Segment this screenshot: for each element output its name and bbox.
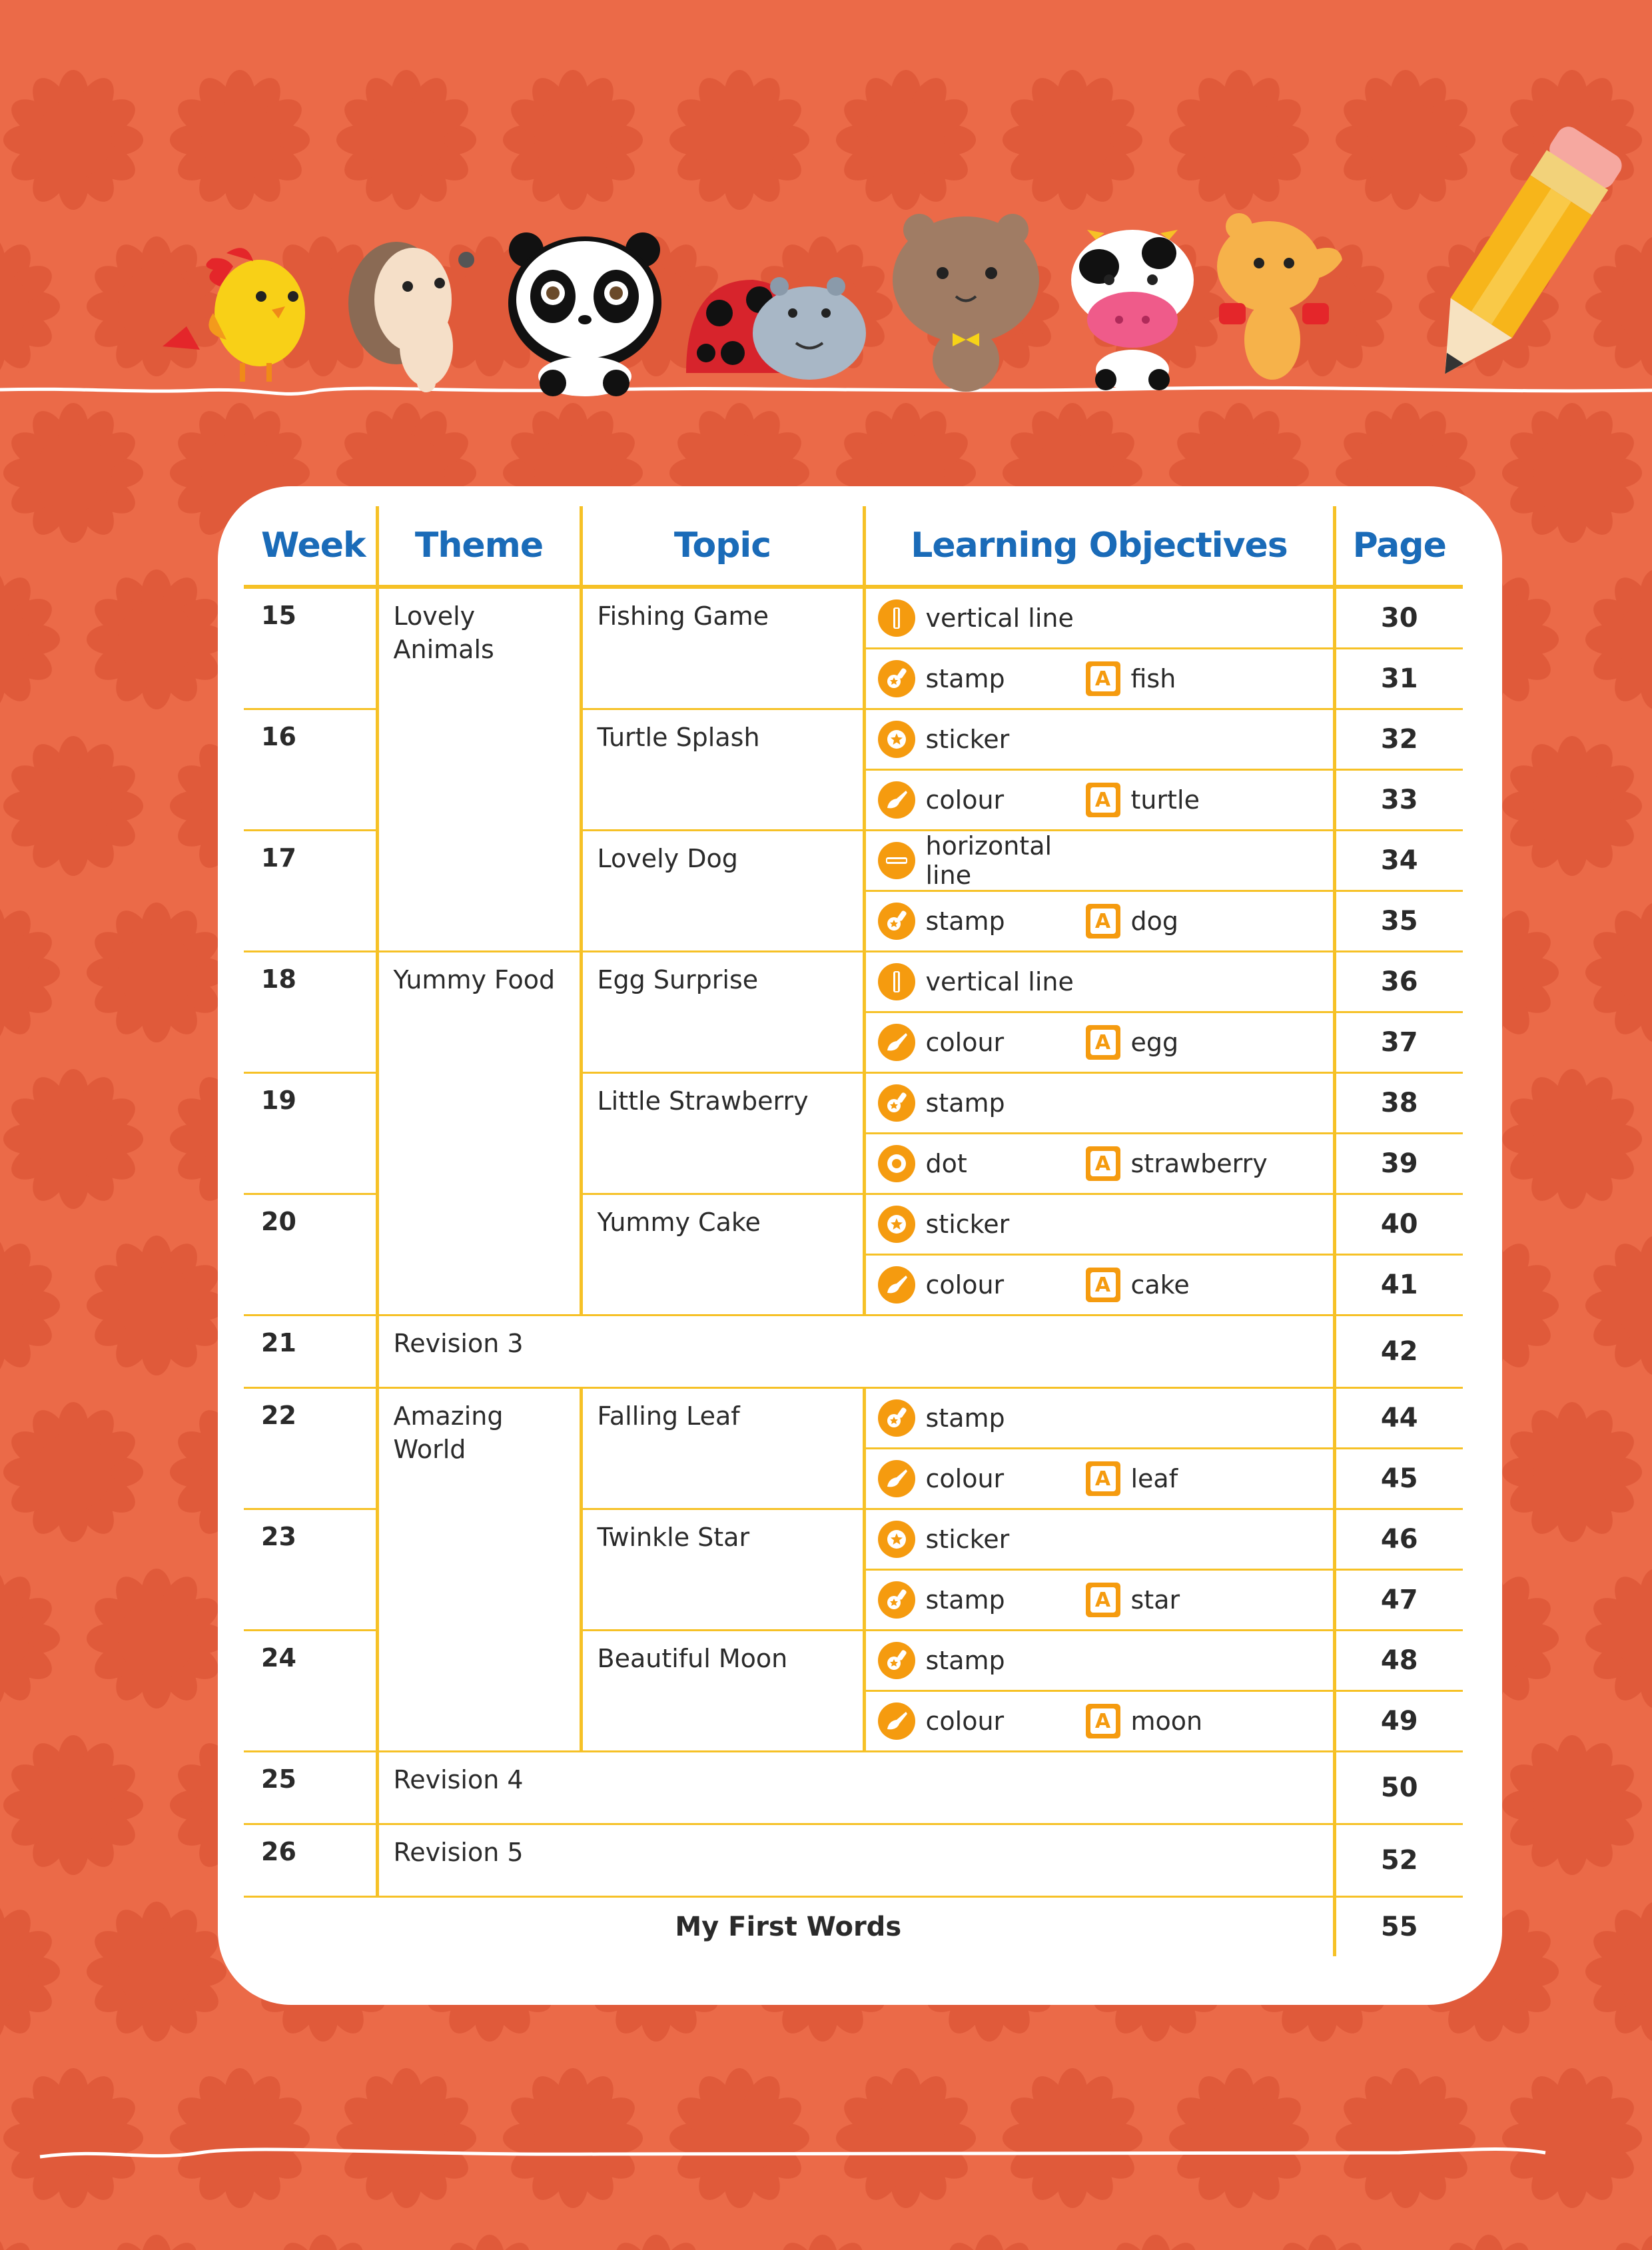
word-card-letter: A <box>1090 1030 1116 1055</box>
objective-label: colour <box>925 785 1005 815</box>
table-row <box>244 1824 1463 1897</box>
objective-label: sticker <box>925 1210 1010 1239</box>
word-card-letter: A <box>1090 1272 1116 1298</box>
objective-label: dot <box>925 1149 967 1178</box>
page-header: Page <box>1334 506 1463 587</box>
my-first-words-label: My First Words <box>244 1897 1334 1957</box>
page-cell: 47 <box>1334 1570 1463 1631</box>
objective-label: sticker <box>925 1525 1010 1554</box>
header-row <box>244 506 1463 587</box>
word-card-letter: A <box>1090 787 1116 813</box>
week-cell: 15 <box>244 587 377 709</box>
page-cell: 35 <box>1334 891 1463 952</box>
theme-cell: Amazing World <box>377 1388 581 1752</box>
page-cell: 46 <box>1334 1509 1463 1570</box>
word-card-letter: A <box>1090 1151 1116 1176</box>
objective-cell <box>864 1570 1334 1631</box>
objective-label: colour <box>925 1706 1005 1736</box>
stamp-icon <box>878 1581 915 1619</box>
word-card-letter: A <box>1090 1708 1116 1734</box>
word-label: fish <box>1130 664 1176 693</box>
objective-label: colour <box>925 1270 1005 1300</box>
sticker-icon <box>878 721 915 758</box>
horizontal-line-icon <box>878 842 915 879</box>
colour-icon <box>878 1460 915 1497</box>
cow-character <box>1071 230 1194 390</box>
objective-label: stamp <box>925 664 1005 693</box>
word-card-letter: A <box>1090 1466 1116 1491</box>
objective-label: sticker <box>925 725 1010 754</box>
colour-icon <box>878 1702 915 1740</box>
word-card-icon <box>1086 1461 1120 1496</box>
stamp-icon <box>878 903 915 940</box>
stamp-icon <box>878 1399 915 1437</box>
week-cell: 17 <box>244 831 377 952</box>
theme-header: Theme <box>377 506 581 587</box>
word-label: turtle <box>1130 785 1200 815</box>
week-cell: 21 <box>244 1315 377 1388</box>
week-cell: 20 <box>244 1194 377 1315</box>
word-label: leaf <box>1130 1464 1178 1493</box>
objective-label: vertical line <box>925 603 1074 633</box>
week-cell: 24 <box>244 1631 377 1752</box>
word-card-icon <box>1086 1025 1120 1060</box>
table-row <box>244 587 1463 649</box>
stamp-icon <box>878 1642 915 1679</box>
page-cell: 34 <box>1334 831 1463 891</box>
table-row <box>244 1388 1463 1449</box>
table-row <box>244 1752 1463 1824</box>
page-cell: 44 <box>1334 1388 1463 1449</box>
colour-icon <box>878 781 915 819</box>
objective-cell <box>864 1691 1334 1752</box>
page-cell: 45 <box>1334 1449 1463 1509</box>
week-cell: 23 <box>244 1509 377 1631</box>
topic-cell: Turtle Splash <box>581 709 864 831</box>
objective-label: vertical line <box>925 967 1074 996</box>
objective-cell <box>864 587 1334 649</box>
page-cell: 39 <box>1334 1134 1463 1194</box>
week-cell: 25 <box>244 1752 377 1824</box>
revision-cell: Revision 5 <box>377 1824 1334 1897</box>
page-cell: 30 <box>1334 587 1463 649</box>
word-card-icon <box>1086 783 1120 817</box>
footer-row <box>244 1897 1463 1957</box>
page-cell: 55 <box>1380 1912 1418 1942</box>
objective-label: stamp <box>925 1646 1005 1675</box>
topic-cell: Little Strawberry <box>581 1073 864 1194</box>
topic-cell: Falling Leaf <box>581 1388 864 1509</box>
page-cell: 41 <box>1334 1255 1463 1315</box>
page-cell: 40 <box>1334 1194 1463 1255</box>
colour-icon <box>878 1266 915 1304</box>
objective-label: stamp <box>925 907 1005 936</box>
week-cell: 19 <box>244 1073 377 1194</box>
word-card-letter: A <box>1090 1587 1116 1613</box>
objective-cell <box>864 1134 1334 1194</box>
topic-cell: Twinkle Star <box>581 1509 864 1631</box>
week-cell: 26 <box>244 1824 377 1897</box>
table-row <box>244 952 1463 1012</box>
word-label: cake <box>1130 1270 1190 1300</box>
topic-cell: Egg Surprise <box>581 952 864 1073</box>
objective-label: stamp <box>925 1403 1005 1433</box>
stamp-icon <box>878 1084 915 1122</box>
objective-label: stamp <box>925 1088 1005 1118</box>
objective-cell <box>864 1073 1334 1134</box>
theme-cell: Lovely Animals <box>377 587 581 952</box>
objective-label: stamp <box>925 1585 1005 1615</box>
topic-cell: Beautiful Moon <box>581 1631 864 1752</box>
objective-cell <box>864 831 1334 891</box>
objective-cell <box>864 1388 1334 1449</box>
word-card-icon <box>1086 904 1120 938</box>
objective-cell <box>864 1255 1334 1315</box>
objective-cell <box>864 1631 1334 1691</box>
page-cell: 49 <box>1334 1691 1463 1752</box>
panda-character <box>508 232 661 396</box>
objective-label: horizontal line <box>925 831 1052 890</box>
page-cell: 50 <box>1334 1752 1463 1824</box>
word-card-icon <box>1086 1146 1120 1181</box>
objective-cell <box>864 649 1334 709</box>
sticker-icon <box>878 1206 915 1243</box>
word-card-icon <box>1086 661 1120 696</box>
objective-cell <box>864 709 1334 770</box>
objective-label: colour <box>925 1464 1005 1493</box>
word-card-letter: A <box>1090 666 1116 691</box>
topic-cell: Fishing Game <box>581 587 864 709</box>
topic-cell: Yummy Cake <box>581 1194 864 1315</box>
page-cell: 42 <box>1334 1315 1463 1388</box>
objective-cell <box>864 1012 1334 1073</box>
week-cell: 22 <box>244 1388 377 1509</box>
table-row <box>244 1315 1463 1388</box>
sticker-icon <box>878 1521 915 1558</box>
word-card-icon <box>1086 1583 1120 1617</box>
page-cell: 36 <box>1334 952 1463 1012</box>
dot-icon <box>878 1145 915 1182</box>
revision-cell: Revision 3 <box>377 1315 1334 1388</box>
revision-cell: Revision 4 <box>377 1752 1334 1824</box>
page-cell: 37 <box>1334 1012 1463 1073</box>
word-label: star <box>1130 1585 1180 1615</box>
objective-cell <box>864 770 1334 831</box>
word-label: egg <box>1130 1028 1179 1057</box>
page-cell: 33 <box>1334 770 1463 831</box>
vertical-line-icon <box>878 963 915 1000</box>
vertical-line-icon <box>878 599 915 637</box>
page-cell: 38 <box>1334 1073 1463 1134</box>
contents-table <box>244 506 1463 1956</box>
topic-header: Topic <box>581 506 864 587</box>
word-card-icon <box>1086 1704 1120 1738</box>
week-cell: 16 <box>244 709 377 831</box>
word-label: moon <box>1130 1706 1203 1736</box>
week-cell: 18 <box>244 952 377 1073</box>
topic-cell: Lovely Dog <box>581 831 864 952</box>
page-cell: 31 <box>1334 649 1463 709</box>
objective-cell <box>864 1509 1334 1570</box>
page-cell: 52 <box>1334 1824 1463 1897</box>
page-cell: 32 <box>1334 709 1463 770</box>
objective-label: colour <box>925 1028 1005 1057</box>
objective-cell <box>864 891 1334 952</box>
word-card-letter: A <box>1090 909 1116 934</box>
theme-cell: Yummy Food <box>377 952 581 1315</box>
objectives-header: Learning Objectives <box>864 506 1334 587</box>
colour-icon <box>878 1024 915 1061</box>
objective-cell <box>864 1194 1334 1255</box>
page-cell: 48 <box>1334 1631 1463 1691</box>
stamp-icon <box>878 660 915 697</box>
objective-cell <box>864 952 1334 1012</box>
objective-cell <box>864 1449 1334 1509</box>
word-label: strawberry <box>1130 1149 1268 1178</box>
word-label: dog <box>1130 907 1178 936</box>
word-card-icon <box>1086 1268 1120 1302</box>
week-header: Week <box>244 506 377 587</box>
